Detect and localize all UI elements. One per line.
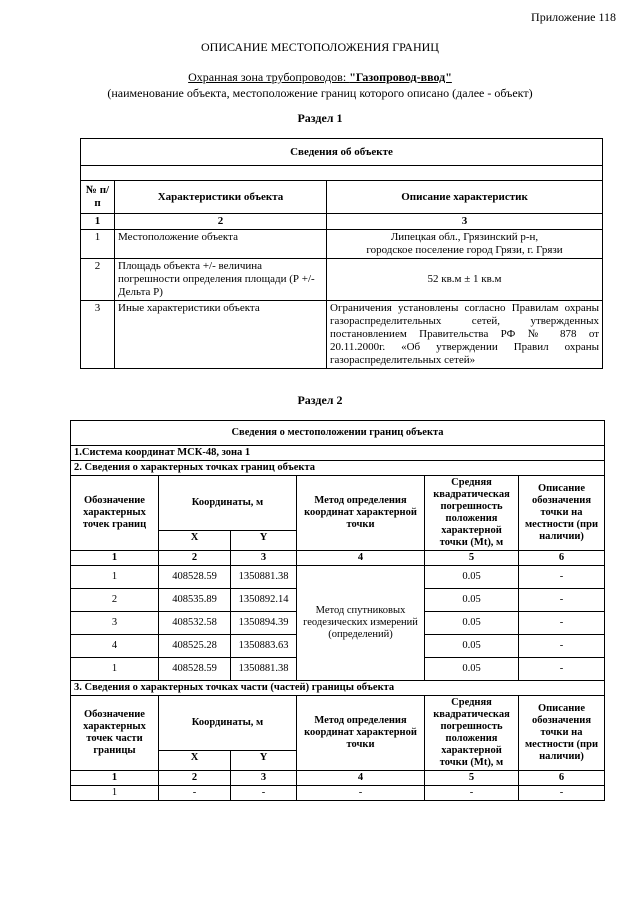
point-desc: - [519,589,605,612]
point-desc: - [519,635,605,658]
appendix-label: Приложение 118 [531,10,616,24]
col-header-y: Y [231,751,297,771]
col-number: 6 [519,771,605,786]
col-number: 1 [71,551,159,566]
col-number: 5 [425,771,519,786]
col-header-error: Средняя квадратическая погрешность положения характерной точки (Mt), м [425,696,519,771]
boundary-table [70,420,605,801]
spacer-row [81,166,603,181]
row-value: Ограничения установлены согласно Правилам охраны газораспределительных сетей, утвержденных постановлением Правительства РФ № 878 от 20.11.2000г. «Об утверждении Правил охраны газораспределительных сетей» [327,301,603,369]
table-title: Сведения о местоположении границ объекта [71,421,605,446]
subsection-title: 3. Сведения о характерных точках части (частей) границы объекта [71,681,605,696]
point-y: 1350894.39 [231,612,297,635]
point-id: 1 [71,658,159,681]
point-error: 0.05 [425,658,519,681]
section2-heading: Раздел 2 [297,393,343,407]
table-row [81,230,603,259]
object-info-table [80,138,603,369]
row-number: 1 [81,230,115,259]
point-error: 0.05 [425,635,519,658]
col-number: 2 [159,551,231,566]
col-header-coords: Координаты, м [159,696,297,751]
table-row [71,786,605,801]
col-number: 3 [231,551,297,566]
col-number: 2 [115,214,327,230]
col-number: 2 [159,771,231,786]
point-error: 0.05 [425,612,519,635]
col-header-error: Средняя квадратическая погрешность положения характерной точки (Mt), м [425,476,519,551]
col-header-description: Описание характеристик [327,181,603,214]
row-number: 2 [81,259,115,301]
col-number: 3 [327,214,603,230]
point-id: 1 [71,566,159,589]
row-value: 52 кв.м ± 1 кв.м [327,259,603,301]
table-row [81,301,603,369]
point-id: 3 [71,612,159,635]
object-name [0,70,640,85]
point-x: 408535.89 [159,589,231,612]
point-desc: - [519,658,605,681]
row-name: Иные характеристики объекта [115,301,327,369]
point-y: 1350892.14 [231,589,297,612]
table-title: Сведения об объекте [81,139,603,166]
point-x: 408532.58 [159,612,231,635]
point-error: 0.05 [425,589,519,612]
part-point-x: - [159,786,231,801]
part-point-id: 1 [71,786,159,801]
point-desc: - [519,612,605,635]
col-number: 4 [297,771,425,786]
col-header-y: Y [231,531,297,551]
document-title: ОПИСАНИЕ МЕСТОПОЛОЖЕНИЯ ГРАНИЦ [201,40,439,54]
col-number: 6 [519,551,605,566]
col-header-number: № п/п [81,181,115,214]
point-method: Метод спутниковых геодезических измерений (определений) [297,566,425,681]
part-point-y: - [231,786,297,801]
zone-name: "Газопровод-ввод" [349,70,452,84]
point-id: 2 [71,589,159,612]
col-header-x: X [159,531,231,551]
col-header-point: Обозначение характерных точек границ [71,476,159,551]
part-point-desc: - [519,786,605,801]
point-x: 408528.59 [159,566,231,589]
col-header-method: Метод определения координат характерной точки [297,476,425,551]
point-x: 408528.59 [159,658,231,681]
point-x: 408525.28 [159,635,231,658]
col-header-x: X [159,751,231,771]
point-id: 4 [71,635,159,658]
col-number: 4 [297,551,425,566]
table-row [81,259,603,301]
col-header-characteristic: Характеристики объекта [115,181,327,214]
row-number: 3 [81,301,115,369]
col-header-desc: Описание обозначения точки на местности (при наличии) [519,696,605,771]
section1-heading: Раздел 1 [297,111,343,125]
point-y: 1350881.38 [231,566,297,589]
col-header-desc: Описание обозначения точки на местности (при наличии) [519,476,605,551]
col-number: 1 [81,214,115,230]
location-line: городское поселение город Грязи, г. Грязи [366,244,563,256]
point-desc: - [519,566,605,589]
location-line: Липецкая обл., Грязинский р-н, [390,231,539,243]
col-number: 5 [425,551,519,566]
table-row [71,566,605,589]
coordinate-system: 1.Система координат МСК-48, зона 1 [71,446,605,461]
point-y: 1350883.63 [231,635,297,658]
row-name: Местоположение объекта [115,230,327,259]
col-number: 1 [71,771,159,786]
col-header-coords: Координаты, м [159,476,297,531]
col-header-point: Обозначение характерных точек части границы [71,696,159,771]
col-header-method: Метод определения координат характерной точки [297,696,425,771]
point-y: 1350881.38 [231,658,297,681]
object-name-hint: (наименование объекта, местоположение границ которого описано (далее - объект) [107,86,533,100]
part-point-method: - [297,786,425,801]
part-point-error: - [425,786,519,801]
zone-prefix: Охранная зона трубопроводов: [188,70,350,84]
row-name: Площадь объекта +/- величина погрешности определения площади (Р +/- Дельта Р) [115,259,327,301]
subsection-title: 2. Сведения о характерных точках границ объекта [71,461,605,476]
point-error: 0.05 [425,566,519,589]
row-value [327,230,603,259]
col-number: 3 [231,771,297,786]
